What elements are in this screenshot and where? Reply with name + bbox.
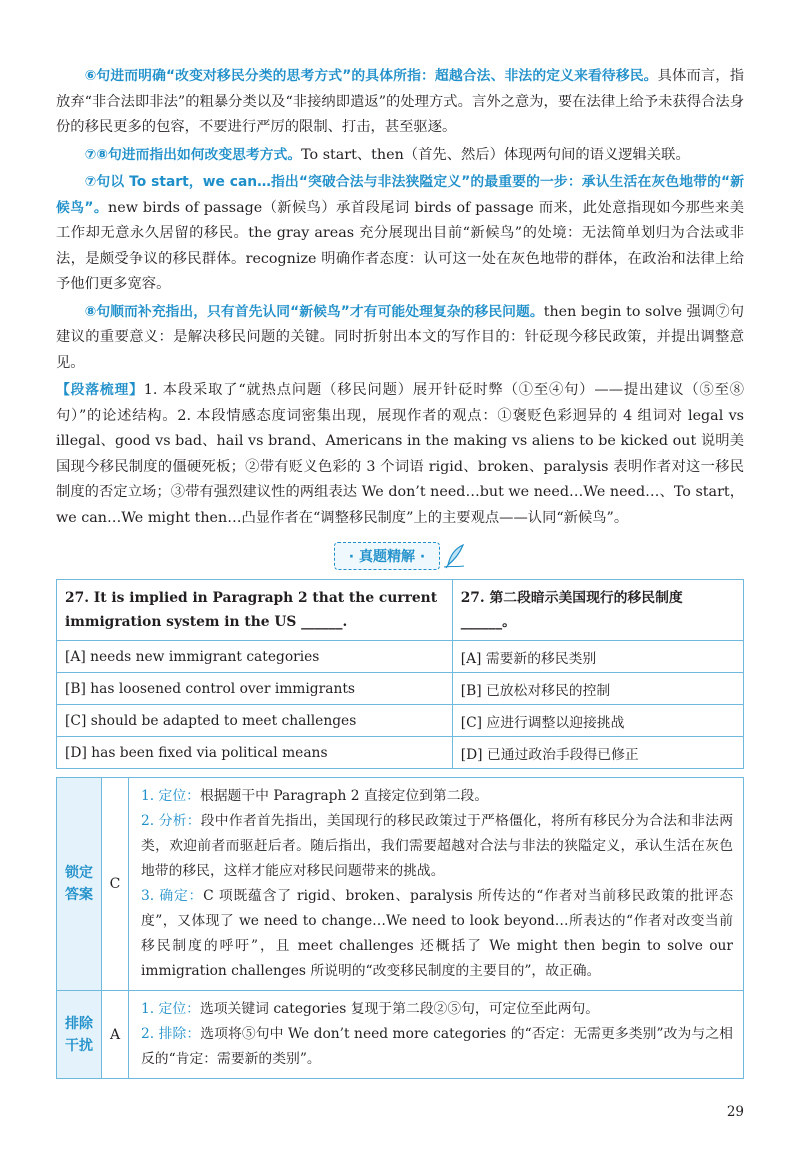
step-text: 根据题干中 Paragraph 2 直接定位到第二段。	[199, 788, 489, 804]
label-line: 锁定	[65, 865, 93, 881]
option-d-en: [D] has been fixed via political means	[57, 737, 453, 769]
step-text: 段中作者首先指出，美国现行的移民政策过于严格僵化，将所有移民分为合法和非法两类，欢迎前者而驱赶后者。随后指出，我们需要超越对合法与非法的狭隘定义，承认生活在灰色地带的移民，这样才能应对移民问题带来的挑战。	[141, 813, 733, 879]
answer-letter: C	[102, 778, 129, 991]
label-line: 答案	[65, 887, 93, 903]
locked-answer-label	[57, 778, 102, 991]
analysis-body: then begin to solve 强调⑦句建议的重要意义：是解决移民问题的关键。同时折射出本文的写作目的：针砭现今移民政策，并提出调整意见。	[56, 303, 744, 371]
step-tag: 1. 定位：	[141, 788, 200, 804]
feather-pen-icon	[444, 543, 466, 569]
answer-explanation	[129, 778, 744, 991]
option-row	[57, 673, 744, 705]
label-line: 干扰	[65, 1037, 93, 1054]
option-row	[57, 737, 744, 769]
analysis-paragraph-78	[56, 143, 744, 169]
locked-answer-row	[57, 778, 744, 991]
analysis-lead: ⑥句进而明确“改变对移民分类的思考方式”的具体所指：超越合法、非法的定义来看待移民。	[84, 68, 658, 84]
section-title-label: · 真题精解 ·	[334, 542, 440, 570]
answer-step	[141, 784, 733, 809]
question-stem-row	[57, 580, 744, 641]
option-c-en: [C] should be adapted to meet challenges	[57, 705, 453, 737]
question-table	[56, 579, 744, 769]
question-stem-zh: 27. 第二段暗示美国现行的移民制度______。	[452, 580, 743, 641]
analysis-lead: ⑧句顺而补充指出，只有首先认同“新候鸟”才有可能处理复杂的移民问题。	[84, 303, 544, 320]
question-stem-en: 27. It is implied in Paragraph 2 that the current immigration system in the US ______.	[57, 580, 453, 641]
answer-table	[56, 777, 744, 1079]
analysis-body: new birds of passage（新候鸟）承首段尾词 birds of passage 而来，此处意指现如今那些来美工作却无意永久居留的移民。the gray areas 充分展现出目前“新候鸟”的处境：无法简单划归为合法或非法，是颇受争议的移民群体。recognize 明确作者态度：认可这一处在灰色地带的群体，在政治和法律上给予他们更多宽容。	[56, 199, 744, 292]
summary-tag: 【段落梳理】	[56, 382, 144, 398]
paragraph-summary	[56, 378, 744, 531]
step-tag: 1. 定位：	[141, 1001, 200, 1017]
section-title	[56, 541, 744, 571]
distractor-step	[141, 997, 733, 1022]
distractor-explanation	[129, 991, 744, 1079]
distractor-letter: A	[102, 991, 129, 1079]
summary-text: 1. 本段采取了“就热点问题（移民问题）展开针砭时弊（①至④句）——提出建议（⑤至⑧句）”的论述结构。2. 本段情感态度词密集出现，展现作者的观点：①褒贬色彩迥异的 4 组词对 legal vs illegal、good vs bad、hail vs brand、Americans in the making vs aliens to be kicked out 说明美国现今移民制度的僵硬死板；②带有贬义色彩的 3 个词语 rigid、broken、paralysis 表明作者对这一移民制度的否定立场；③带有强烈建议性的两组表达 We don’t need…but we need…We need…、To start，we can…We might then…凸显作者在“调整移民制度”上的主要观点——认同“新候鸟”。	[56, 382, 744, 526]
exclude-distractor-row	[57, 991, 744, 1079]
option-a-zh: [A] 需要新的移民类别	[452, 641, 743, 673]
step-text: 选项将⑤句中 We don’t need more categories 的“否定：无需更多类别”改为与之相反的“肯定：需要新的类别”。	[141, 1026, 733, 1067]
option-c-zh: [C] 应进行调整以迎接挑战	[452, 705, 743, 737]
analysis-body: 具体而言，指放弃“非合法即非法”的粗暴分类以及“非接纳即遣返”的处理方式。言外之意为，要在法律上给予未获得合法身份的移民更多的包容，不要进行严厉的限制、打击，甚至驱逐。	[56, 68, 744, 135]
analysis-paragraph-6	[56, 64, 744, 141]
page-number: 29	[726, 1104, 744, 1120]
analysis-paragraph-8	[56, 300, 744, 377]
page-content	[56, 64, 744, 1079]
step-tag: 3. 确定：	[141, 888, 204, 904]
analysis-lead: ⑦句以 To start，we can…指出“突破合法与非法狭隘定义”的最重要的一步：承认生活在灰色地带的“新候鸟”。	[56, 174, 744, 216]
step-text: C 项既蕴含了 rigid、broken、paralysis 所传达的“作者对当前移民政策的批评态度”，又体现了 we need to change…We need to look beyond…所表达的“作者对改变当前移民制度的呼吁”，且 meet challenges 还概括了 We might then begin to solve our immigration challenges 所说明的“改变移民制度的主要目的”，故正确。	[141, 888, 733, 979]
step-tag: 2. 分析：	[141, 813, 201, 829]
label-line: 排除	[65, 1015, 93, 1032]
option-d-zh: [D] 已通过政治手段得已修正	[452, 737, 743, 769]
analysis-body: To start、then（首先、然后）体现两句间的语义逻辑关联。	[301, 146, 690, 163]
exclude-distractor-label	[57, 991, 102, 1079]
step-tag: 2. 排除：	[141, 1026, 201, 1042]
option-row	[57, 641, 744, 673]
distractor-step	[141, 1022, 733, 1072]
answer-step	[141, 884, 733, 984]
option-b-en: [B] has loosened control over immigrants	[57, 673, 453, 705]
answer-step	[141, 809, 733, 884]
analysis-paragraph-7	[56, 170, 744, 298]
step-text: 选项关键词 categories 复现于第二段②⑤句，可定位至此两句。	[199, 1001, 600, 1017]
analysis-lead: ⑦⑧句进而指出如何改变思考方式。	[84, 146, 302, 163]
option-row	[57, 705, 744, 737]
option-b-zh: [B] 已放松对移民的控制	[452, 673, 743, 705]
option-a-en: [A] needs new immigrant categories	[57, 641, 453, 673]
